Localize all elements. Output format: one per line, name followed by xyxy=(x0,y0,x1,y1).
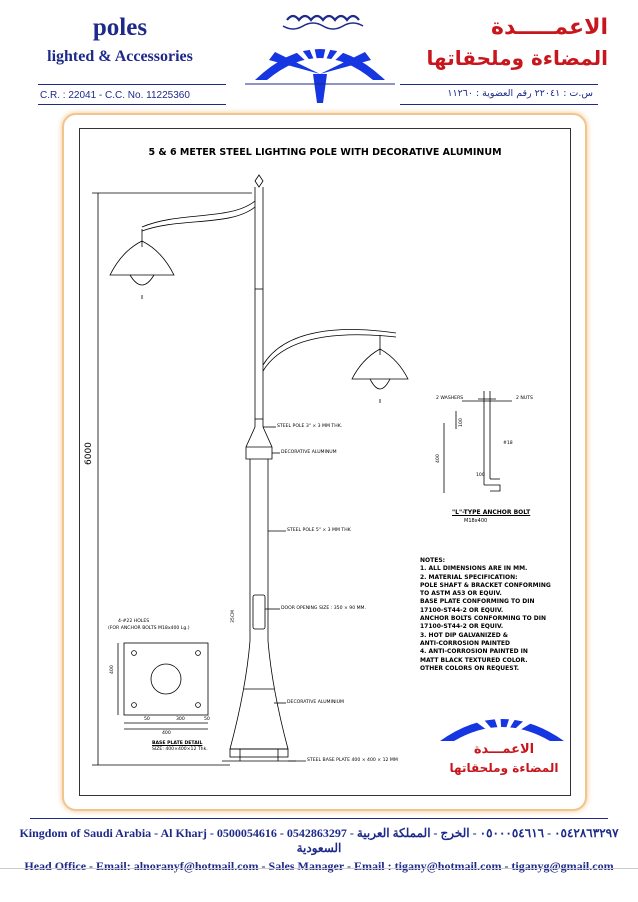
header-rule-right xyxy=(400,84,598,85)
header-rule-right-bottom xyxy=(400,104,598,105)
company-logo xyxy=(245,8,395,108)
cr-number-ar: س.ت : ٢٢٠٤١ رقم العضوية : ١١٢٦٠ xyxy=(447,88,593,99)
bp-size: SIZE: 400×400×12 Thk. xyxy=(152,747,208,752)
bp-holes: 4-#22 HOLES xyxy=(118,619,150,624)
footer-rule xyxy=(30,818,608,819)
door-dimension: 35CM xyxy=(231,609,236,623)
bp-dim-400-vertical: 400 xyxy=(110,665,115,674)
logo-calligraphy-top xyxy=(287,16,359,20)
drawing-title: 5 & 6 METER STEEL LIGHTING POLE WITH DECORATIVE ALUMINUM xyxy=(148,147,502,158)
ab-size: M18x400 xyxy=(464,518,488,524)
note-line: 2. MATERIAL SPECIFICATION: xyxy=(420,573,518,581)
note-line: NOTES: xyxy=(420,557,446,564)
ab-nuts: 2 NUTS xyxy=(516,396,533,401)
page-bottom-rule xyxy=(0,868,638,869)
header-rule-left xyxy=(38,84,226,85)
note-line: ANCHOR BOLTS CONFORMING TO DIN xyxy=(420,615,547,623)
notes-block xyxy=(420,557,551,673)
note-line: OTHER COLORS ON REQUEST. xyxy=(420,664,520,672)
note-line: MATT BLACK TEXTURED COLOR. xyxy=(420,656,528,664)
label-steel-pole-3: STEEL POLE 3" × 3 MM THK. xyxy=(277,424,343,429)
logo-calligraphy-bottom xyxy=(283,23,363,29)
bp-anchor-note: (FOR ANCHOR BOLTS M18x400 Lg.) xyxy=(108,626,190,631)
brand-en-subtitle: lighted & Accessories xyxy=(47,48,193,65)
bp-dim-50-right: 50 xyxy=(204,717,210,722)
label-decorative-aluminum-1: DECORATIVE ALUMINUM xyxy=(281,450,337,455)
brand-en-title: poles xyxy=(92,14,148,41)
note-line: 17100-ST44-2 OR EQUIV. xyxy=(420,623,504,631)
brand-ar xyxy=(398,14,608,70)
ab-dim-400: 400 xyxy=(436,454,441,463)
ab-washers: 2 WASHERS xyxy=(436,396,464,401)
label-steel-pole-5: STEEL POLE 5" × 3 MM THK xyxy=(287,528,351,533)
note-line: ANTI-CORROSION PAINTED xyxy=(420,639,511,647)
lower-logo xyxy=(432,701,572,745)
label-door-opening: DOOR OPENING SIZE : 350 × 90 MM. xyxy=(281,606,366,611)
cr-number-en: C.R. : 22041 - C.C. No. 11225360 xyxy=(40,90,190,101)
bp-dim-50-left: 50 xyxy=(144,717,150,722)
note-line: 1. ALL DIMENSIONS ARE IN MM. xyxy=(420,565,528,573)
ab-dim-100-vertical: 100 xyxy=(459,418,464,427)
note-line: 3. HOT DIP GALVANIZED & xyxy=(420,631,508,639)
label-base-plate: STEEL BASE PLATE 400 × 400 × 12 MM xyxy=(307,758,398,763)
technical-drawing xyxy=(79,128,571,796)
ab-title: "L"-TYPE ANCHOR BOLT xyxy=(452,509,531,516)
note-line: 4. ANTI-CORROSION PAINTED IN xyxy=(420,648,528,656)
brand-en xyxy=(20,14,220,66)
brand-ar-subtitle: المضاءة وملحقاتها xyxy=(426,46,608,70)
note-line: 17100-ST44-2 OR EQUIV. xyxy=(420,606,504,614)
bp-caption: BASE PLATE DETAIL xyxy=(152,741,203,746)
lower-brand-ar-subtitle: المضاءة وملحقاتها xyxy=(449,761,559,775)
pole-drawing xyxy=(80,129,570,795)
ab-dim-100-horizontal: 100 xyxy=(476,473,485,478)
footer-address: Kingdom of Saudi Arabia - Al Kharj - 0500054616 - 0542863297 - ٠٥٤٢٨٦٣٢٩٧ - ٠٥٠٠٠٥٤٦١٦ - الخرج - المملكة العربية السعودية xyxy=(19,826,619,855)
lower-brand-ar-title: الاعمـــدة xyxy=(473,742,535,757)
brand-ar-title: الاعمـــــدة xyxy=(491,15,608,40)
note-line: BASE PLATE CONFORMING TO DIN xyxy=(420,598,535,606)
lower-brand-ar xyxy=(448,742,560,775)
footer xyxy=(0,826,638,874)
bp-dim-400: 400 xyxy=(162,731,171,736)
note-line: POLE SHAFT & BRACKET CONFORMING xyxy=(420,581,551,589)
label-decorative-aluminium-2: DECORATIVE ALUMINIUM xyxy=(287,700,344,705)
ab-diameter: #18 xyxy=(503,441,513,446)
bp-dim-300: 300 xyxy=(176,717,185,722)
footer-contacts: Head Office - Email: alnoranyf@hotmail.com - Sales Manager - Email : tigany@hotmail.com - tiganyg@gmail.com xyxy=(24,859,614,873)
header-rule-left-bottom xyxy=(38,104,226,105)
height-dimension: 6000 xyxy=(84,442,94,465)
note-line: TO ASTM A53 OR EQUIV. xyxy=(420,590,502,598)
